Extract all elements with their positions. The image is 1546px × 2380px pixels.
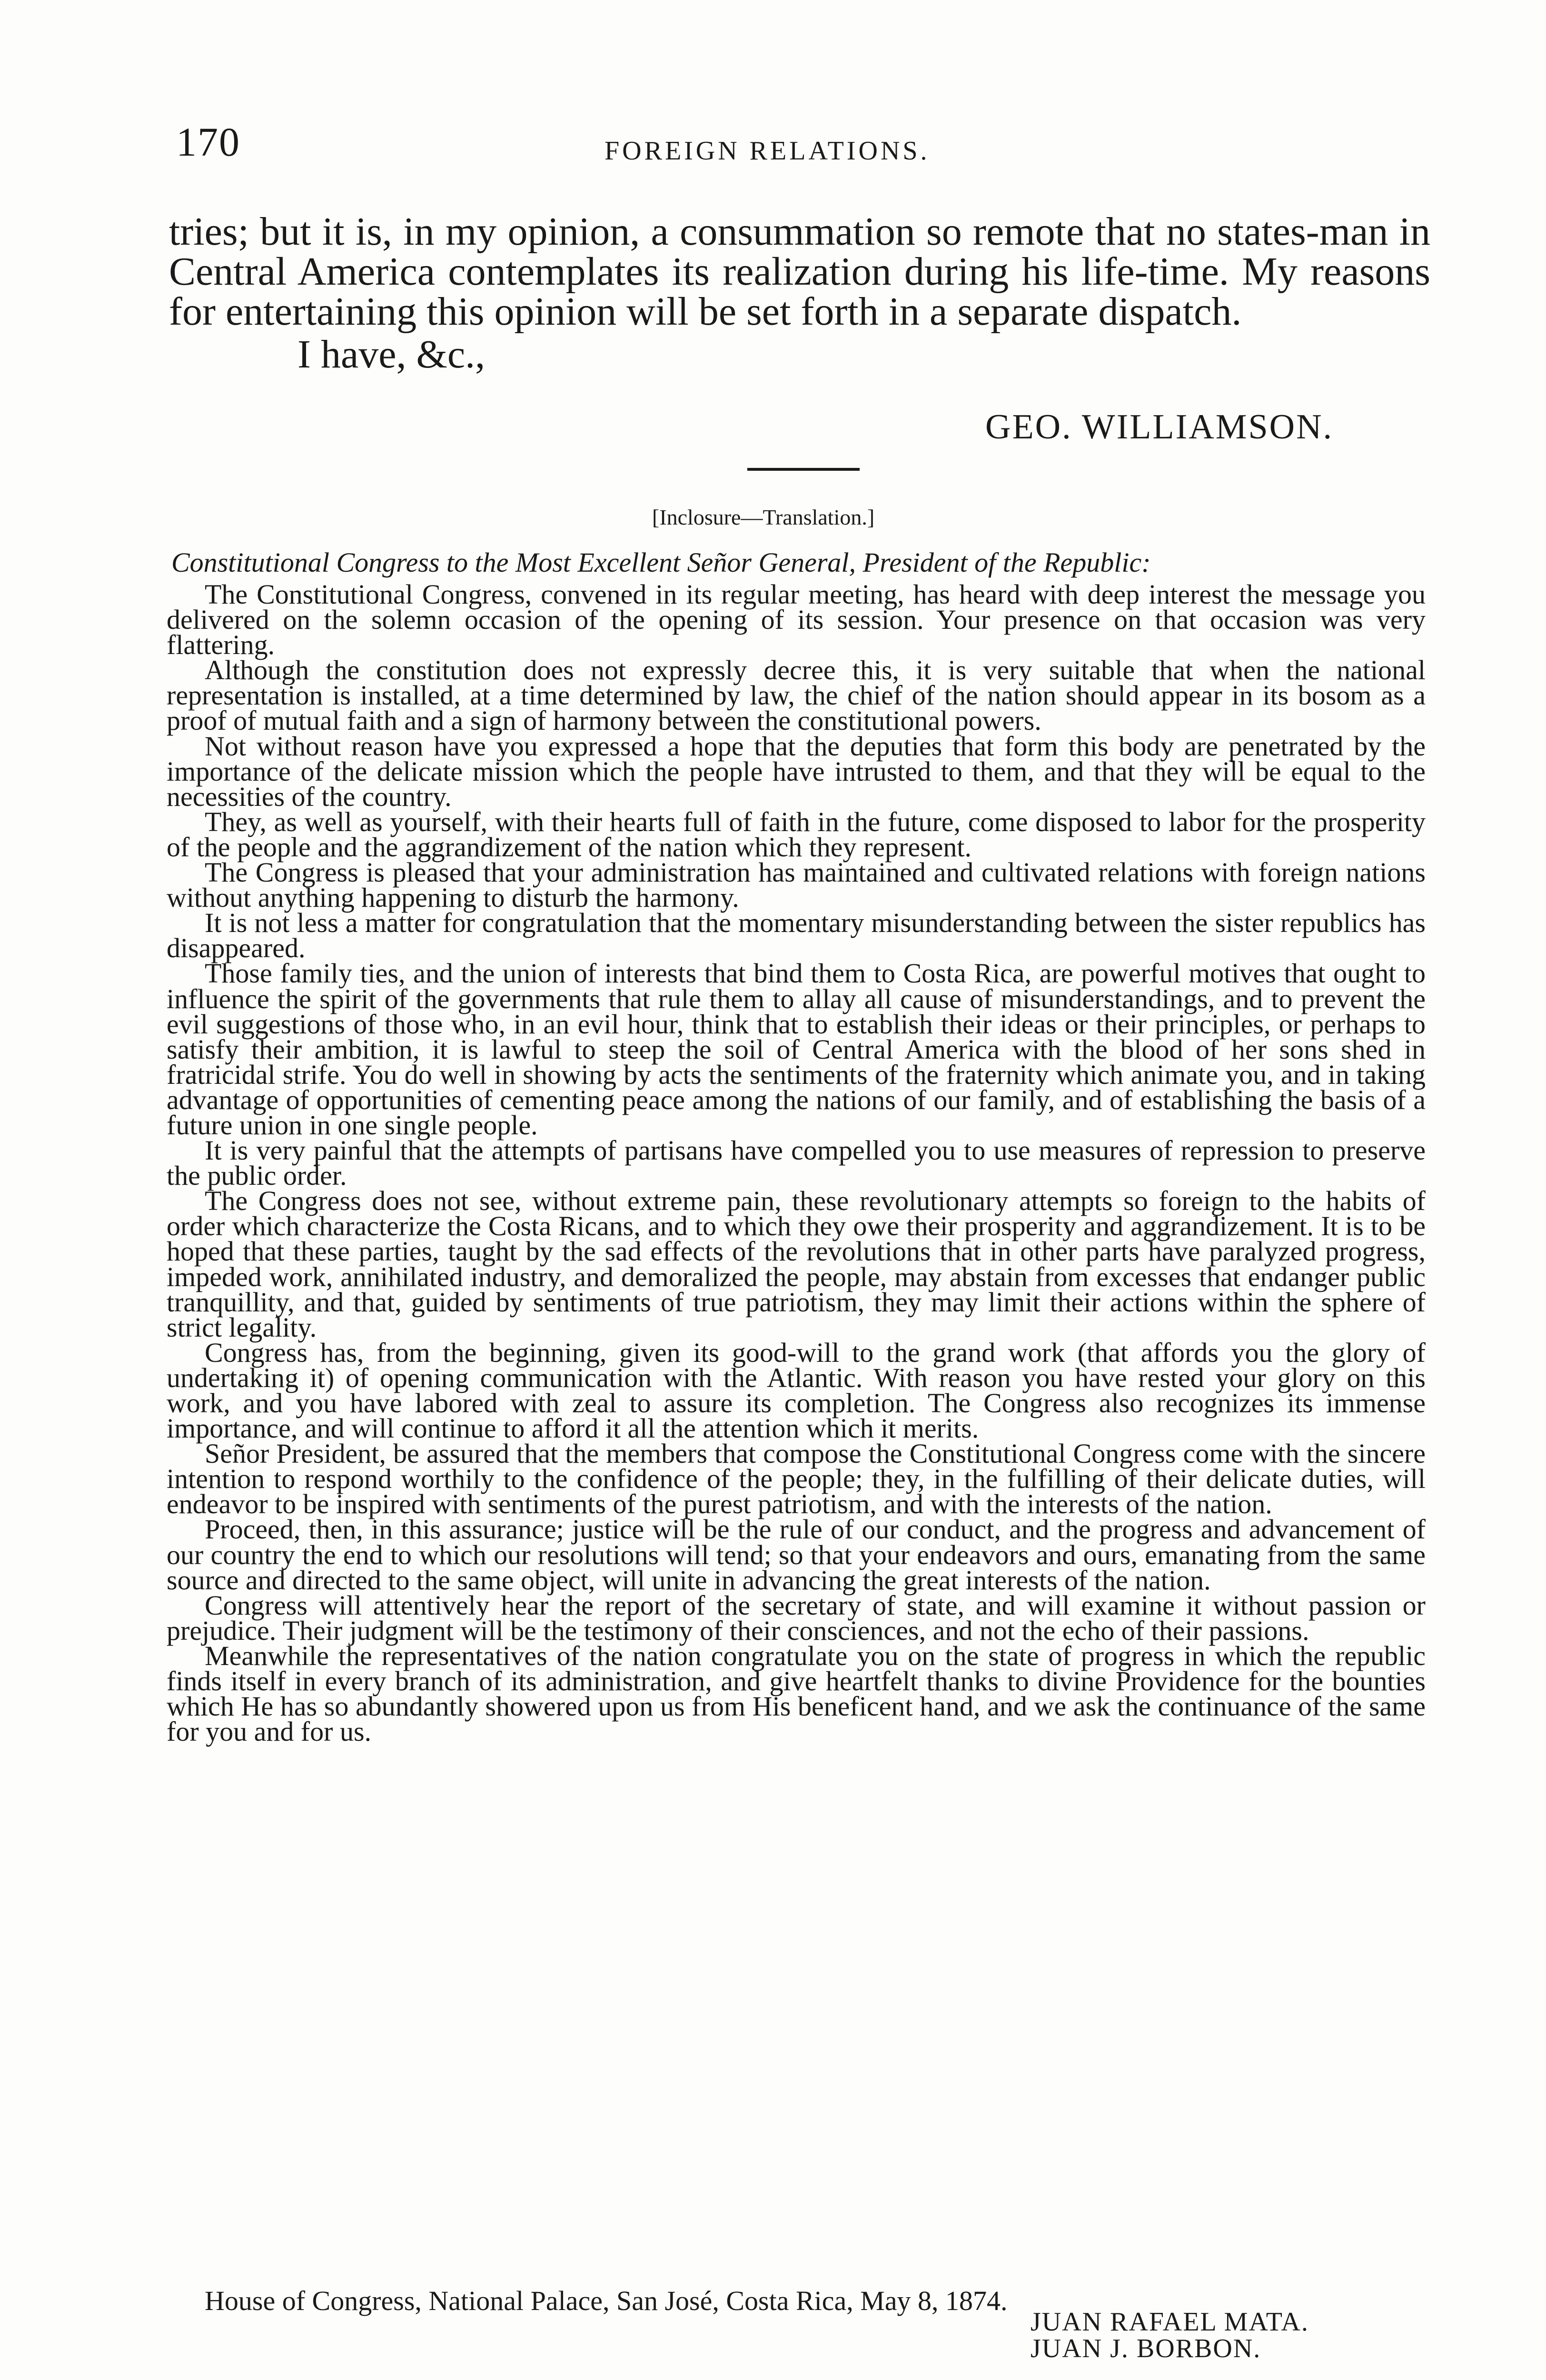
paragraph: The Congress does not see, without extreme pain, these revolutionary attempts so foreign to the habits of order which characterize the Costa Ricans, and to which they owe their prosperity and aggrandizement. It is to be hoped that these parties, taught by the sad effects of the revolutions that in other parts have paralyzed progress, impeded work, annihilated industry, and demoralized the people, may abstain from excesses that endanger public tranquillity, and that, guided by sentiments of true patriotism, they may limit their actions within the sphere of strict legality.	[167, 1185, 1426, 1343]
letter-closing-paragraph	[169, 209, 1430, 377]
running-head: FOREIGN RELATIONS.	[605, 136, 930, 166]
paragraph: It is not less a matter for congratulation that the momentary misunderstanding between the sister republics has disappeared.	[167, 907, 1426, 964]
inclosure-body	[167, 579, 1426, 1747]
paragraph: Although the constitution does not expressly decree this, it is very suitable that when the national representation is installed, at a time determined by law, the chief of the nation should appear in its bosom as a proof of mutual faith and a sign of harmony between the constitutional powers.	[167, 654, 1426, 736]
inclosure-address: Constitutional Congress to the Most Excellent Señor General, President of the Republic:	[171, 547, 1151, 578]
paragraph: It is very painful that the attempts of partisans have compelled you to use measures of repression to preserve the public order.	[167, 1135, 1426, 1191]
inclosure-label: [Inclosure—Translation.]	[652, 505, 875, 529]
paragraph: Congress will attentively hear the report of the secretary of state, and will examine it without passion or prejudice. Their judgment will be the testimony of their consciences, and not the echo of their passions.	[167, 1589, 1426, 1646]
paragraph: The Congress is pleased that your administration has maintained and cultivated relations with foreign nations without anything happening to disturb the harmony.	[167, 857, 1426, 913]
paragraph: Meanwhile the representatives of the nation congratulate you on the state of progress in which the republic finds itself in every branch of its administration, and give heartfelt thanks to divine Providence for the bounties which He has so abundantly showered upon us from His beneficent hand, and we ask the continuance of the same for you and for us.	[167, 1640, 1426, 1747]
section-divider	[747, 468, 860, 471]
paragraph: Those family ties, and the union of interests that bind them to Costa Rica, are powerful motives that ought to influence the spirit of the governments that rule them to allay all cause of misunderstandings, and to prevent the evil suggestions of those who, in an evil hour, think that to establish their ideas or their principles, or perhaps to satisfy their ambition, it is lawful to steep the soil of Central America with the blood of her sons shed in fratricidal strife. You do well in showing by acts the sentiments of the fraternity which animate you, and in taking advantage of opportunities of cementing peace among the nations of our family, and of establishing the basis of a future union in one single people.	[167, 958, 1426, 1140]
page-number: 170	[176, 119, 240, 165]
paragraph: Proceed, then, in this assurance; justice will be the rule of our conduct, and the progress and advancement of our country the end to which our resolutions will tend; so that your endeavors and ours, emanating from the same source and directed to the same object, will unite in advancing the great interests of the nation.	[167, 1514, 1426, 1596]
signer-name: JUAN RAFAEL MATA.	[1031, 2307, 1309, 2337]
paragraph: They, as well as yourself, with their hearts full of faith in the future, come disposed to labor for the prosperity of the people and the aggrandizement of the nation which they represent.	[167, 806, 1426, 863]
paragraph: The Constitutional Congress, convened in its regular meeting, has heard with deep interest the message you delivered on the solemn occasion of the opening of its session. Your presence on that occasion was very flattering.	[167, 579, 1426, 661]
paragraph: Not without reason have you expressed a hope that the deputies that form this body are penetrated by the importance of the delicate mission which the people have intrusted to them, and that they will be equal to the necessities of the country.	[167, 730, 1426, 812]
signer-name: JUAN J. BORBON.	[1031, 2334, 1261, 2363]
letter-text: tries; but it is, in my opinion, a consummation so remote that no states-man in Central America contemplates its realization during his life-time. My reasons for entertaining this opinion will be set forth in a separate dispatch.	[169, 209, 1430, 334]
signatories	[1031, 2309, 1309, 2362]
letter-closing: I have, &c.,	[297, 332, 486, 377]
paragraph: Congress has, from the beginning, given its good-will to the grand work (that affords you the glory of undertaking it) of opening communication with the Atlantic. With reason you have rested your glory on this work, and you have labored with zeal to assure its completion. The Congress also recognizes its immense importance, and will continue to afford it all the attention which it merits.	[167, 1337, 1426, 1444]
letter-signature: GEO. WILLIAMSON.	[985, 407, 1334, 446]
dateline: House of Congress, National Palace, San José, Costa Rica, May 8, 1874.	[205, 2285, 1008, 2316]
paragraph: Señor President, be assured that the members that compose the Constitutional Congress come with the sincere intention to respond worthily to the confidence of the people; they, in the fulfilling of their delicate duties, will endeavor to be inspired with sentiments of the purest patriotism, and with the interests of the nation.	[167, 1438, 1426, 1520]
